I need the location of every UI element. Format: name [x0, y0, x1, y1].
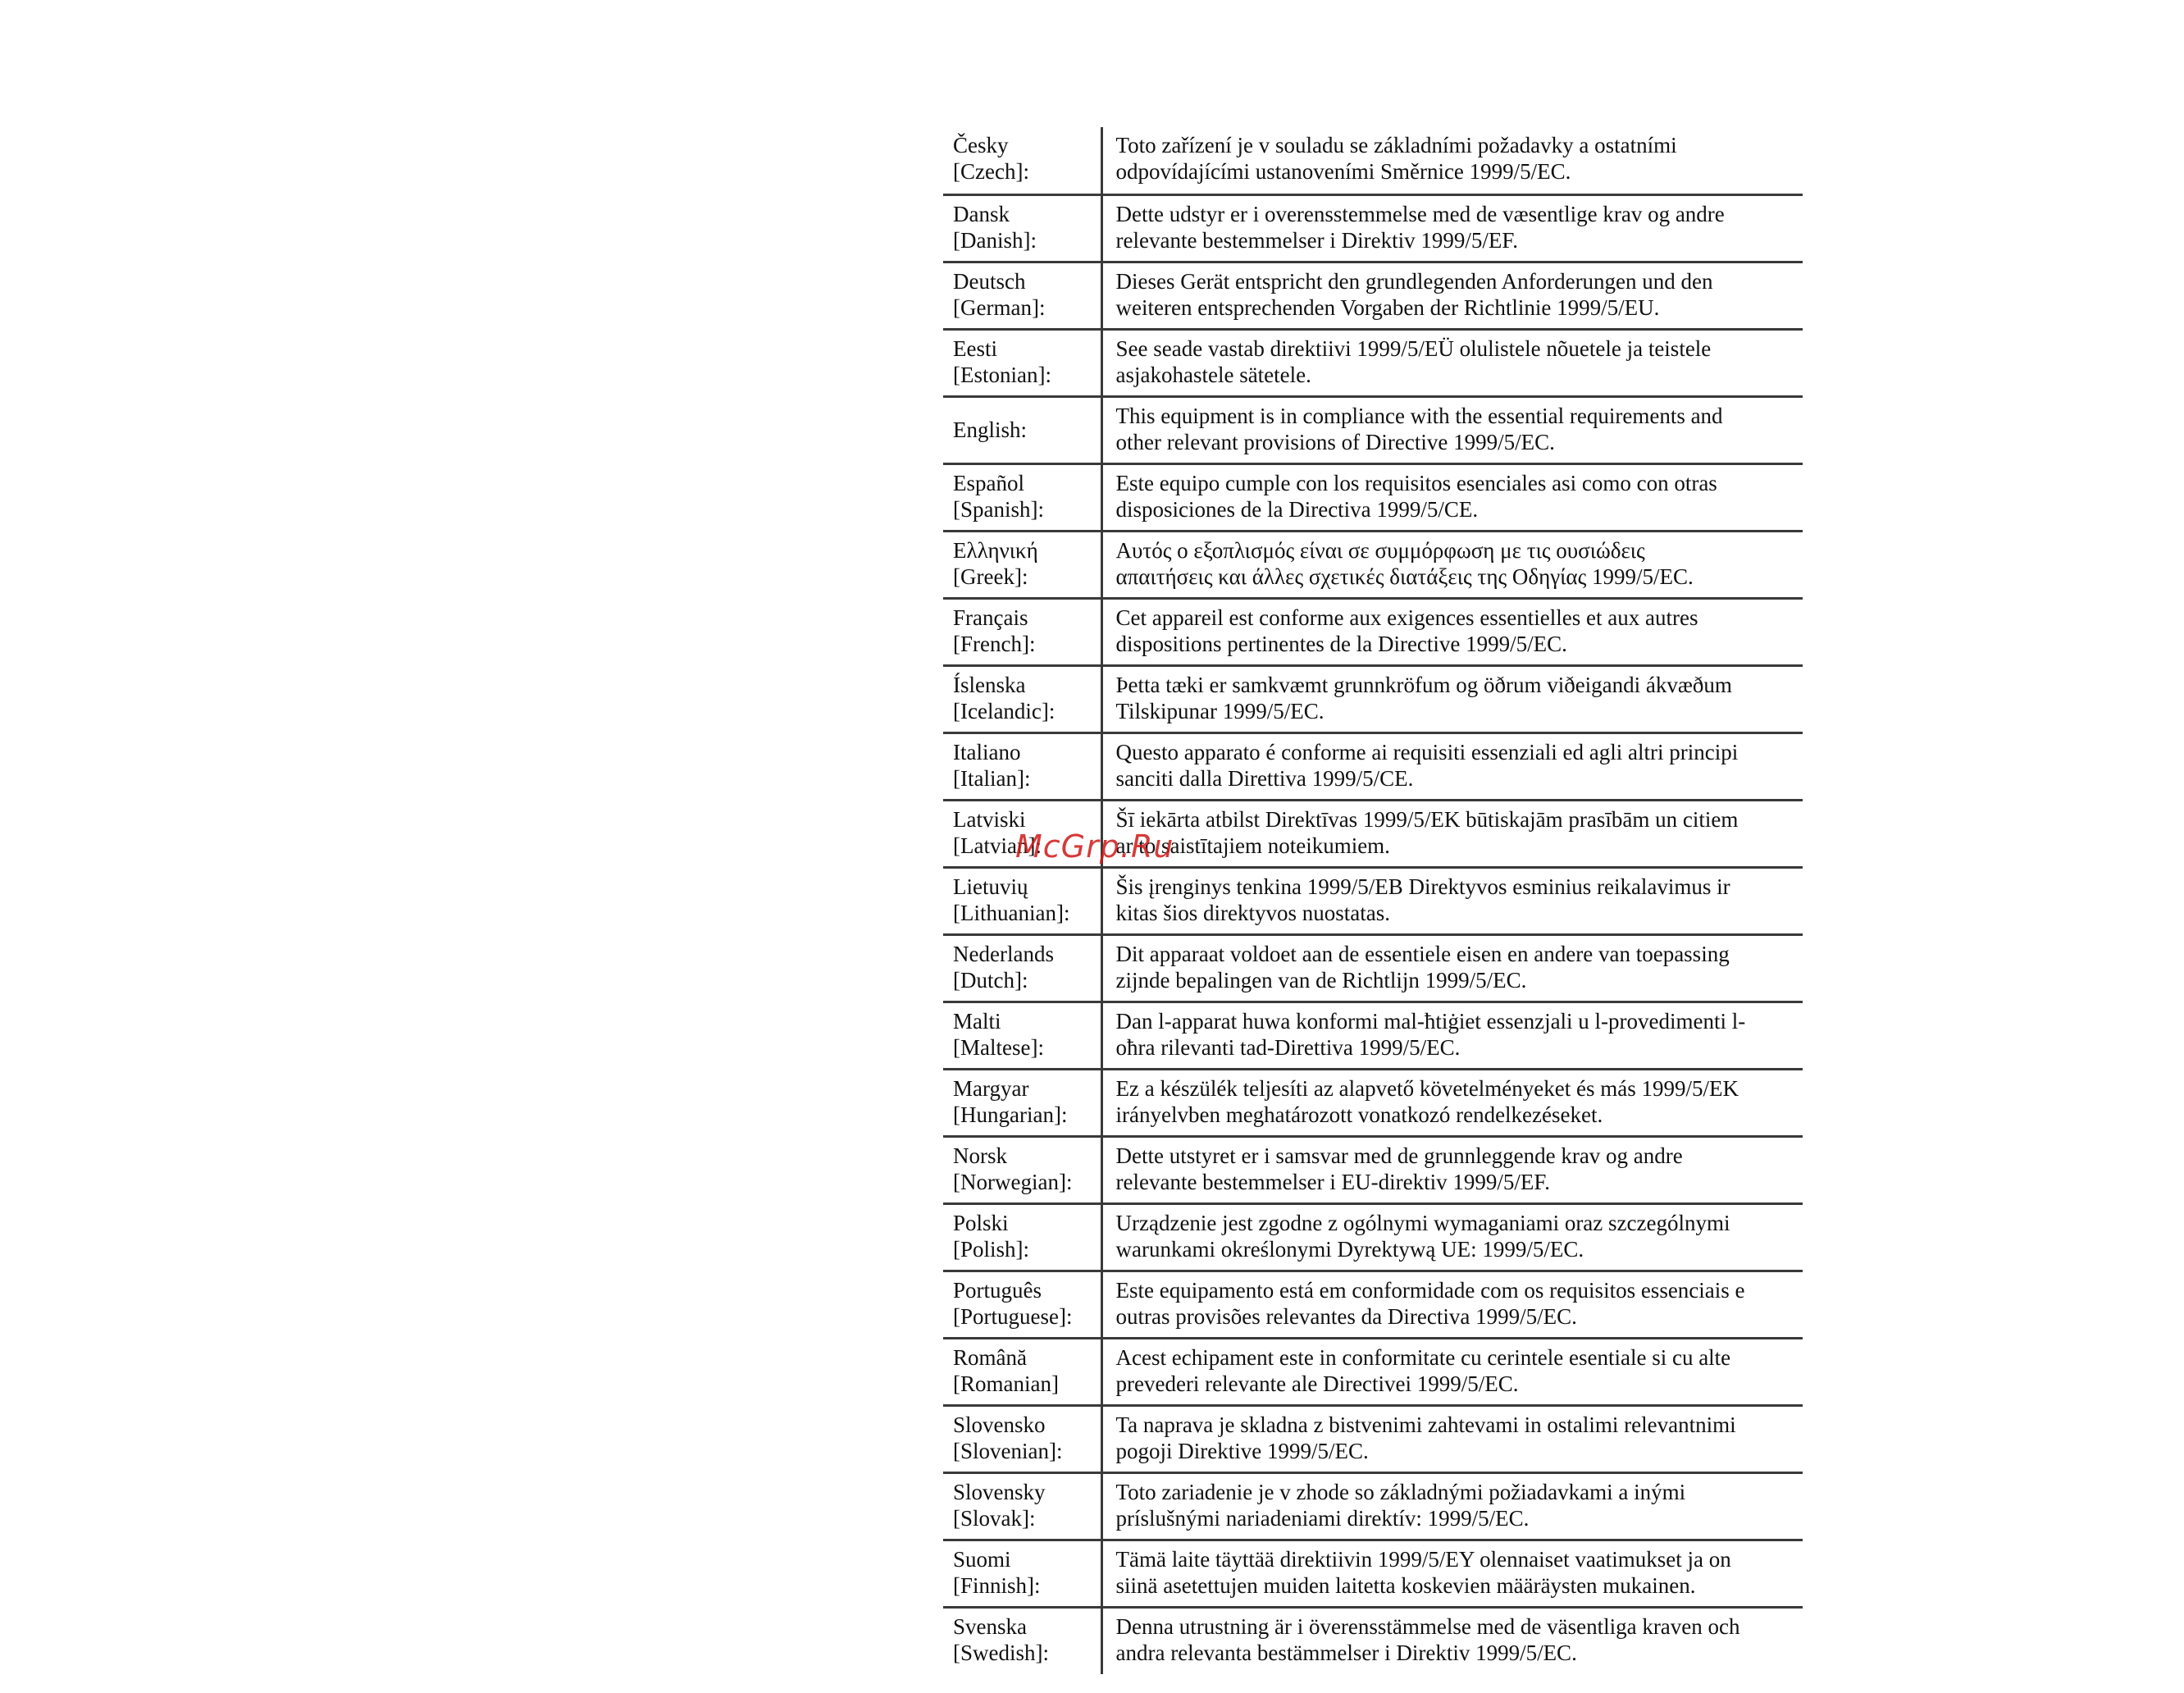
table-row [943, 127, 1803, 194]
table-row [943, 1338, 1803, 1405]
table-row [943, 1203, 1803, 1271]
language-name: Ελληνική [953, 537, 1038, 563]
language-name: Français [953, 605, 1028, 630]
declaration-table-body [943, 127, 1803, 1674]
language-cell [943, 1069, 1101, 1136]
table-row [943, 665, 1803, 732]
table-row [943, 1136, 1803, 1203]
declaration-text-line: other relevant provisions of Directive 1999/5/EC. [1115, 429, 1555, 454]
declaration-table [943, 127, 1803, 1674]
language-english-name: [Maltese]: [953, 1034, 1044, 1060]
language-name: English: [953, 418, 1028, 442]
declaration-text-line: Denna utrustning är i överensstämmelse med de väsentliga kraven och [1115, 1613, 1740, 1639]
language-name: Latviski [953, 806, 1026, 832]
language-english-name: [Estonian]: [953, 362, 1051, 387]
language-cell [943, 867, 1101, 934]
declaration-text-line: príslušnými nariadeniami direktív: 1999/5/EC. [1115, 1505, 1530, 1531]
language-cell [943, 1002, 1101, 1069]
table-row [943, 1472, 1803, 1540]
declaration-text-line: απαιτήσεις και άλλες σχετικές διατάξεις της Οδηγίας 1999/5/EC. [1115, 564, 1694, 589]
language-cell [943, 329, 1101, 396]
language-english-name: [Czech]: [953, 159, 1029, 184]
declaration-text-cell [1101, 934, 1803, 1002]
language-english-name: [Slovenian]: [953, 1438, 1063, 1463]
table-row [943, 1002, 1803, 1069]
table-row [943, 463, 1803, 531]
declaration-text-line: oħra rilevanti tad-Direttiva 1999/5/EC. [1115, 1034, 1461, 1060]
declaration-text-line: weiteren entsprechenden Vorgaben der Richtlinie 1999/5/EU. [1115, 294, 1660, 320]
language-name: Lietuvių [953, 874, 1028, 899]
language-name: Česky [953, 133, 1009, 157]
declaration-text-cell [1101, 396, 1803, 463]
declaration-text-line: Dan l-apparat huwa konformi mal-ħtiġiet essenzjali u l-provedimenti l- [1115, 1008, 1746, 1034]
declaration-text-line: This equipment is in compliance with the essential requirements and [1115, 403, 1723, 428]
language-name: Polski [953, 1210, 1009, 1235]
language-english-name: [Romanian] [953, 1371, 1059, 1396]
language-cell [943, 463, 1101, 531]
language-cell [943, 1405, 1101, 1472]
language-name: Malti [953, 1008, 1001, 1034]
language-name: Nederlands [953, 941, 1054, 966]
language-cell [943, 194, 1101, 262]
declaration-text-line: Acest echipament este in conformitate cu cerintele esentiale si cu alte [1115, 1344, 1731, 1370]
declaration-text-line: sanciti dalla Direttiva 1999/5/CE. [1115, 765, 1414, 791]
language-english-name: [Norwegian]: [953, 1169, 1073, 1194]
language-english-name: [Hungarian]: [953, 1102, 1068, 1127]
language-english-name: [Swedish]: [953, 1640, 1049, 1665]
declaration-text-line: Dette udstyr er i overensstemmelse med de væsentlige krav og andre [1115, 201, 1725, 226]
language-english-name: [Danish]: [953, 227, 1037, 253]
language-english-name: [Polish]: [953, 1236, 1030, 1262]
declaration-text-cell [1101, 1472, 1803, 1540]
declaration-text-line: warunkami określonymi Dyrektywą UE: 1999/5/EC. [1115, 1236, 1584, 1262]
table-row [943, 1069, 1803, 1136]
declaration-text-cell [1101, 732, 1803, 800]
declaration-text-cell [1101, 1338, 1803, 1405]
declaration-text-line: prevederi relevante ale Directivei 1999/5/EC. [1115, 1371, 1519, 1396]
language-cell [943, 1472, 1101, 1540]
declaration-text-line: Tämä laite täyttää direktiivin 1999/5/EY olennaiset vaatimukset ja on [1115, 1546, 1731, 1572]
declaration-text-cell [1101, 531, 1803, 598]
table-row [943, 867, 1803, 934]
language-name: Deutsch [953, 268, 1026, 294]
declaration-text-cell [1101, 262, 1803, 329]
declaration-text-cell [1101, 1607, 1803, 1674]
declaration-text-line: Toto zariadenie je v zhode so základnými požiadavkami a inými [1115, 1479, 1686, 1504]
language-name: Español [953, 470, 1024, 495]
declaration-text-line: outras provisões relevantes da Directiva 1999/5/EC. [1115, 1303, 1577, 1329]
declaration-text-line: relevante bestemmelser i Direktiv 1999/5/EF. [1115, 227, 1518, 253]
table-row [943, 396, 1803, 463]
language-cell [943, 1338, 1101, 1405]
declaration-text-cell [1101, 867, 1803, 934]
language-english-name: [Spanish]: [953, 496, 1044, 522]
language-english-name: [Dutch]: [953, 967, 1028, 993]
table-row [943, 732, 1803, 800]
language-name: Română [953, 1344, 1027, 1370]
declaration-text-cell [1101, 1540, 1803, 1607]
declaration-text-line: Este equipamento está em conformidade com os requisitos essenciais e [1115, 1277, 1745, 1303]
language-name: Eesti [953, 335, 997, 361]
language-english-name: [Latvian]: [953, 833, 1042, 858]
language-cell [943, 262, 1101, 329]
language-name: Português [953, 1277, 1042, 1303]
language-cell [943, 1203, 1101, 1271]
declaration-text-line: Dette utstyret er i samsvar med de grunnleggende krav og andre [1115, 1143, 1683, 1168]
declaration-text-cell [1101, 127, 1803, 194]
declaration-text-line: zijnde bepalingen van de Richtlijn 1999/5/EC. [1115, 967, 1527, 993]
declaration-text-line: ar to saistītajiem noteikumiem. [1115, 833, 1390, 858]
language-english-name: [Greek]: [953, 564, 1028, 589]
declaration-text-line: Tilskipunar 1999/5/EC. [1115, 698, 1325, 723]
declaration-text-cell [1101, 665, 1803, 732]
declaration-text-line: odpovídajícími ustanoveními Směrnice 1999/5/EC. [1115, 159, 1571, 184]
language-name: Íslenska [953, 672, 1026, 697]
declaration-text-line: See seade vastab direktiivi 1999/5/EÜ olulistele nõuetele ja teistele [1115, 335, 1712, 361]
language-cell [943, 531, 1101, 598]
table-row [943, 194, 1803, 262]
declaration-text-line: Šī iekārta atbilst Direktīvas 1999/5/EK būtiskajām prasībām un citiem [1115, 806, 1739, 832]
language-cell [943, 1607, 1101, 1674]
declaration-text-line: relevante bestemmelser i EU-direktiv 1999/5/EF. [1115, 1169, 1550, 1194]
declaration-text-line: dispositions pertinentes de la Directive 1999/5/EC. [1115, 631, 1567, 656]
table-row [943, 934, 1803, 1002]
declaration-text-line: Þetta tæki er samkvæmt grunnkröfum og öðrum viðeigandi ákvæðum [1115, 672, 1732, 697]
language-name: Svenska [953, 1613, 1027, 1639]
declaration-text-line: asjakohastele sätetele. [1115, 362, 1311, 387]
declaration-text-cell [1101, 598, 1803, 665]
table-row [943, 1540, 1803, 1607]
declaration-text-line: pogoji Direktive 1999/5/EC. [1115, 1438, 1369, 1463]
language-cell [943, 800, 1101, 867]
declaration-text-line: kitas šios direktyvos nuostatas. [1115, 900, 1390, 925]
language-name: Suomi [953, 1546, 1011, 1572]
language-cell [943, 127, 1101, 194]
language-cell [943, 598, 1101, 665]
language-cell [943, 1271, 1101, 1338]
language-english-name: [Finnish]: [953, 1572, 1041, 1598]
table-row [943, 1607, 1803, 1674]
table-row [943, 262, 1803, 329]
declaration-text-cell [1101, 194, 1803, 262]
language-cell [943, 396, 1101, 463]
language-english-name: [Portuguese]: [953, 1303, 1073, 1329]
declaration-text-line: Toto zařízení je v souladu se základními požadavky a ostatními [1115, 133, 1677, 157]
declaration-text-cell [1101, 1271, 1803, 1338]
declaration-text-line: Αυτός ο εξοπλισμός είναι σε συμμόρφωση με τις ουσιώδεις [1115, 537, 1645, 563]
language-english-name: [Slovak]: [953, 1505, 1036, 1531]
table-row [943, 329, 1803, 396]
declaration-text-line: Questo apparato é conforme ai requisiti essenziali ed agli altri principi [1115, 739, 1739, 764]
declaration-text-cell [1101, 1069, 1803, 1136]
language-cell [943, 1540, 1101, 1607]
declaration-text-line: siinä asetettujen muiden laitetta koskevien määräysten mukainen. [1115, 1572, 1696, 1598]
table-row [943, 598, 1803, 665]
declaration-text-line: irányelvben meghatározott vonatkozó rendelkezéseket. [1115, 1102, 1603, 1127]
language-cell [943, 934, 1101, 1002]
declaration-text-line: Ta naprava je skladna z bistvenimi zahtevami in ostalimi relevantnimi [1115, 1412, 1736, 1437]
declaration-text-line: Dieses Gerät entspricht den grundlegenden Anforderungen und den [1115, 268, 1713, 294]
language-name: Norsk [953, 1143, 1007, 1168]
declaration-text-line: Dit apparaat voldoet aan de essentiele eisen en andere van toepassing [1115, 941, 1730, 966]
language-cell [943, 732, 1101, 800]
language-name: Slovensko [953, 1412, 1046, 1437]
declaration-text-line: Ez a készülék teljesíti az alapvető követelményeket és más 1999/5/EK [1115, 1075, 1739, 1101]
declaration-text-cell [1101, 1203, 1803, 1271]
table-row [943, 800, 1803, 867]
declaration-text-line: disposiciones de la Directiva 1999/5/CE. [1115, 496, 1479, 522]
language-english-name: [Italian]: [953, 765, 1031, 791]
declaration-text-line: andra relevanta bestämmelser i Direktiv 1999/5/EC. [1115, 1640, 1577, 1665]
declaration-text-cell [1101, 1136, 1803, 1203]
language-cell [943, 1136, 1101, 1203]
declaration-text-cell [1101, 329, 1803, 396]
table-row [943, 1405, 1803, 1472]
declaration-text-line: Šis įrenginys tenkina 1999/5/EB Direktyvos esminius reikalavimus ir [1115, 874, 1730, 899]
declaration-text-line: Este equipo cumple con los requisitos esenciales asi como con otras [1115, 470, 1717, 495]
language-name: Italiano [953, 739, 1021, 764]
declaration-text-line: Urządzenie jest zgodne z ogólnymi wymaganiami oraz szczególnymi [1115, 1210, 1730, 1235]
language-english-name: [German]: [953, 294, 1046, 320]
language-name: Slovensky [953, 1479, 1046, 1504]
declaration-text-cell [1101, 1002, 1803, 1069]
language-cell [943, 665, 1101, 732]
table-row [943, 531, 1803, 598]
declaration-text-cell [1101, 463, 1803, 531]
table-row [943, 1271, 1803, 1338]
language-english-name: [Lithuanian]: [953, 900, 1070, 925]
language-name: Dansk [953, 201, 1010, 226]
language-english-name: [French]: [953, 631, 1036, 656]
language-english-name: [Icelandic]: [953, 698, 1056, 723]
declaration-text-cell [1101, 800, 1803, 867]
declaration-text-line: Cet appareil est conforme aux exigences essentielles et aux autres [1115, 605, 1698, 630]
language-name: Margyar [953, 1075, 1029, 1101]
watermark-text: McGrp.Ru [1015, 828, 1174, 865]
declaration-text-cell [1101, 1405, 1803, 1472]
